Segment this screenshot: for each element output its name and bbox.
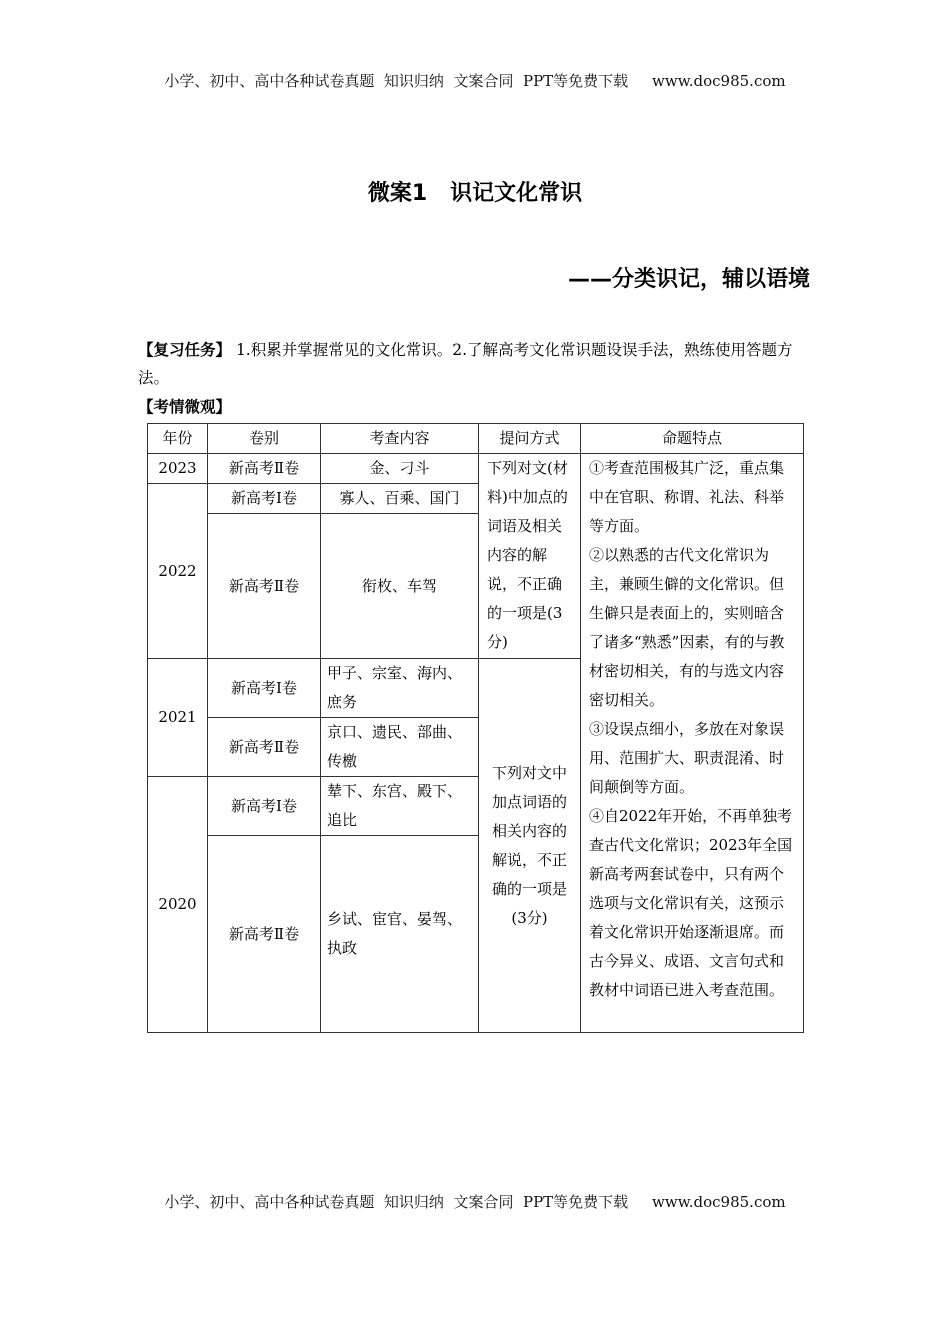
content-cell: 京口、遗民、部曲、传檄 [321,718,479,777]
page-header: 小学、初中、高中各种试卷真题 知识归纳 文案合同 PPT等免费下载 www.doc985.com [164,72,786,90]
header-paper: 卷别 [208,424,321,454]
table-header-row [148,424,804,454]
feature-item: ④自2022年开始，不再单独考查古代文化常识；2023年全国新高考两套试卷中，只有两个选项与文化常识有关，这预示着文化常识开始逐渐退席。而古今异义、成语、文言句式和教材中词语已进入考查范围。 [589,807,793,999]
page-footer: 小学、初中、高中各种试卷真题 知识归纳 文案合同 PPT等免费下载 www.doc985.com [164,1193,786,1211]
year-cell: 2021 [148,659,208,777]
header-content: 考查内容 [321,424,479,454]
table-row [148,454,804,484]
feature-item: ①考查范围极其广泛，重点集中在官职、称谓、礼法、科举等方面。 [589,459,785,535]
review-task [138,336,818,392]
header-features: 命题特点 [581,424,804,454]
question-cell: 下列对文(材料)中加点的词语及相关内容的解说，不正确的一项是(3分) [479,454,581,659]
exam-table [147,423,804,1033]
year-cell: 2022 [148,484,208,659]
paper-cell: 新高考Ⅱ卷 [208,514,321,659]
paper-cell: 新高考Ⅱ卷 [208,454,321,484]
content-cell: 衔枚、车驾 [321,514,479,659]
page-subtitle: ——分类识记，辅以语境 [567,267,810,292]
paper-cell: 新高考Ⅰ卷 [208,484,321,514]
review-task-label: 【复习任务】 [138,341,232,359]
content-cell: 甲子、宗室、海内、庶务 [321,659,479,718]
paper-cell: 新高考Ⅰ卷 [208,659,321,718]
year-cell: 2020 [148,777,208,1033]
review-task-text: 1.积累并掌握常见的文化常识。2.了解高考文化常识题设误手法，熟练使用答题方法。 [138,341,793,387]
content-cell: 乡试、宦官、晏驾、执政 [321,836,479,1033]
header-year: 年份 [148,424,208,454]
content-cell: 辇下、东宫、殿下、追比 [321,777,479,836]
paper-cell: 新高考Ⅱ卷 [208,718,321,777]
features-cell [581,454,804,1033]
feature-item: ③设误点细小，多放在对象误用、范围扩大、职责混淆、时间颠倒等方面。 [589,720,785,796]
question-cell: 下列对文中加点词语的相关内容的解说，不正确的一项是(3分) [479,659,581,1033]
content-cell: 寡人、百乘、国门 [321,484,479,514]
exam-overview-label: 【考情微观】 [138,398,232,416]
feature-item: ②以熟悉的古代文化常识为主，兼顾生僻的文化常识。但生僻只是表面上的，实则暗含了诸多“熟悉”因素，有的与教材密切相关，有的与选文内容密切相关。 [589,546,785,709]
header-question: 提问方式 [479,424,581,454]
paper-cell: 新高考Ⅱ卷 [208,836,321,1033]
year-cell: 2023 [148,454,208,484]
paper-cell: 新高考Ⅰ卷 [208,777,321,836]
page-title: 微案1 识记文化常识 [367,181,583,206]
content-cell: 金、刁斗 [321,454,479,484]
